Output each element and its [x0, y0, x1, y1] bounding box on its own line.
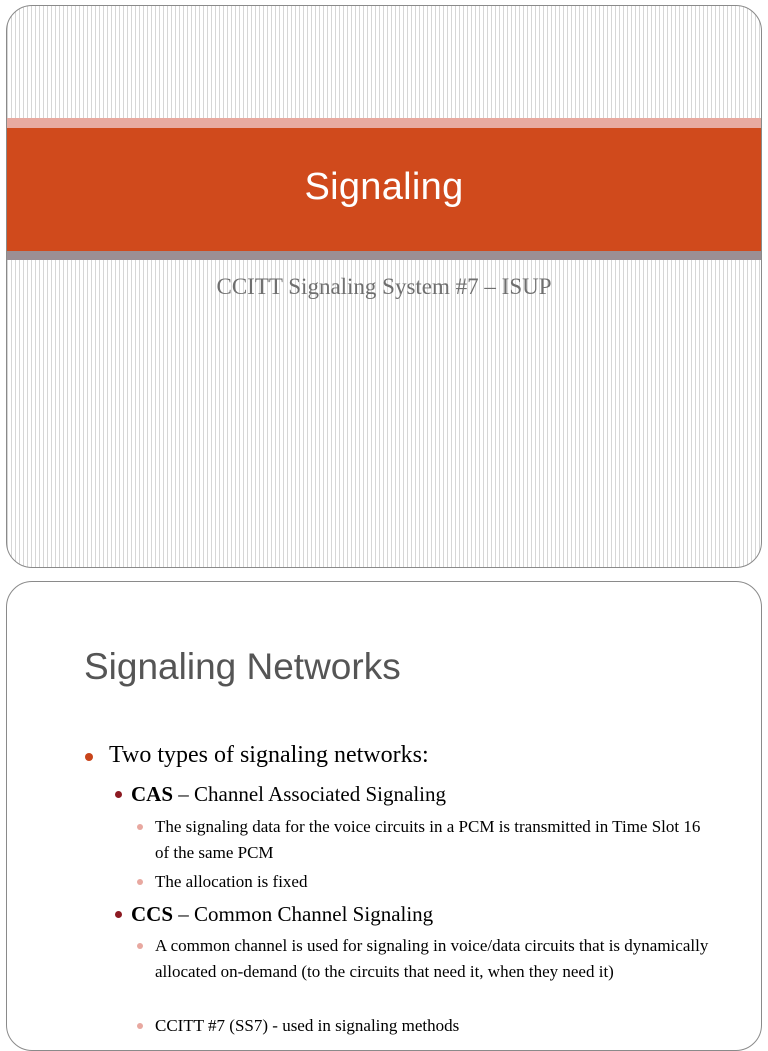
- bullet-dot-icon: [85, 753, 93, 761]
- bullet-text: A common channel is used for signaling in voice/data circuits that is dynamically allocated on-demand (to the circuits that need it, when they need it): [155, 936, 709, 981]
- bullet-text: Two types of signaling networks:: [109, 742, 429, 768]
- cas-description: – Channel Associated Signaling: [173, 782, 446, 806]
- title-band-top-stripe: [7, 118, 761, 128]
- bullet-dot-icon: [115, 791, 122, 798]
- slide-title: Signaling: [304, 166, 464, 208]
- bullet-text: The allocation is fixed: [155, 872, 308, 891]
- bullet-dot-icon: [137, 824, 143, 830]
- content-slide-title: Signaling Networks: [84, 646, 401, 687]
- bullet-dot-icon: [137, 879, 143, 885]
- bullet-text: CCITT #7 (SS7) - used in signaling methods: [155, 1016, 460, 1035]
- ccs-abbr: CCS: [131, 902, 174, 926]
- title-slide: [6, 5, 762, 568]
- cas-abbr: CAS: [131, 782, 174, 806]
- bullet-text: [131, 782, 446, 807]
- bullet-text: [131, 902, 433, 927]
- ccs-description: – Common Channel Signaling: [173, 902, 434, 926]
- bullet-text: The signaling data for the voice circuits in a PCM is transmitted in Time Slot 16 of the same PCM: [155, 817, 701, 862]
- title-band: [7, 128, 761, 251]
- slide-subtitle: CCITT Signaling System #7 – ISUP: [216, 274, 552, 299]
- bullet-dot-icon: [115, 911, 122, 918]
- bullet-dot-icon: [137, 1023, 143, 1029]
- content-slide: [6, 581, 762, 1051]
- title-band-bottom-stripe: [7, 251, 761, 260]
- bullet-dot-icon: [137, 943, 143, 949]
